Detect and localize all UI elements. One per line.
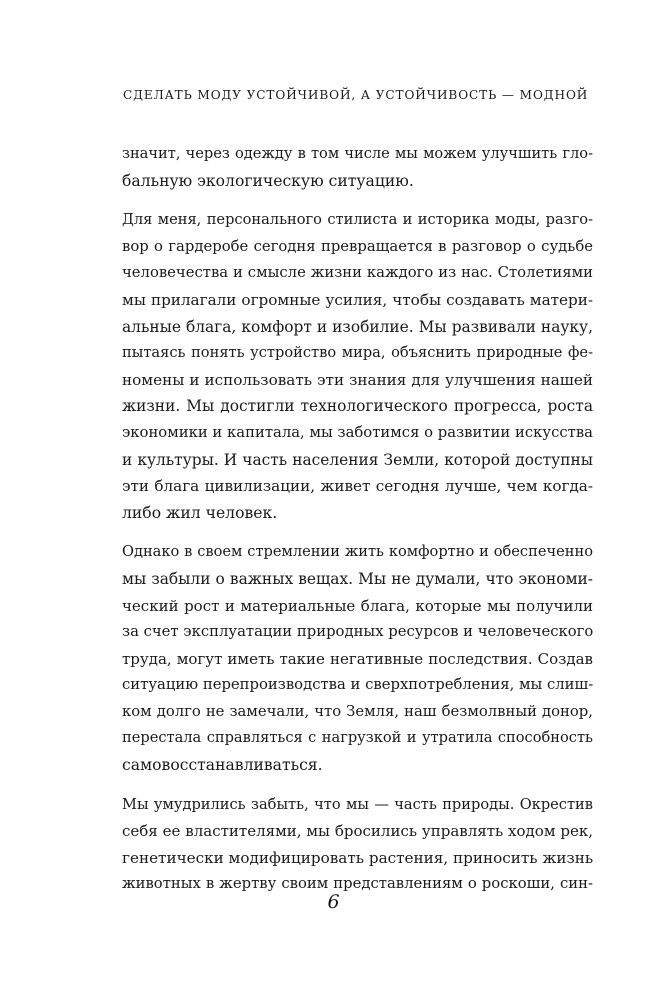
- text-line: животных в жертву своим представлениям о роскоши, син-: [122, 875, 593, 893]
- page-number: 6: [327, 891, 340, 913]
- paragraph-2: [122, 207, 593, 526]
- text-line: либо жил человек.: [122, 503, 278, 522]
- text-line: бальную экологическую ситуацию.: [122, 171, 414, 190]
- text-line: за счет эксплуатации природных ресурсов и человеческого: [122, 623, 594, 641]
- text-line: генетически модифицировать растения, приносить жизнь: [122, 848, 594, 867]
- text-line: Мы умудрились забыть, что мы — часть природы. Окрестив: [122, 795, 593, 813]
- text-line: пытаясь понять устройство мира, объяснить природные фе-: [122, 344, 593, 362]
- text-line: Однако в своем стремлении жить комфортно и обеспеченно: [122, 543, 593, 561]
- text-line: вор о гардеробе сегодня превращается в разговор о судьбе: [122, 237, 593, 255]
- running-head: СДЕЛАТЬ МОДУ УСТОЙЧИВОЙ, А УСТОЙЧИВОСТЬ — МОДНОЙ: [123, 88, 589, 102]
- text-line: альные блага, комфорт и изобилие. Мы развивали науку,: [122, 317, 593, 336]
- text-line: человечества и смысле жизни каждого из нас. Столетиями: [122, 264, 593, 282]
- body-text: [122, 141, 593, 911]
- paragraph-1: [122, 141, 593, 194]
- text-line: мы прилагали огромные усилия, чтобы создавать матери-: [122, 290, 593, 309]
- text-line: ком долго не замечали, что Земля, наш безмолвный донор,: [122, 702, 593, 720]
- text-line: эти блага цивилизации, живет сегодня лучше, чем когда-: [122, 477, 593, 496]
- text-line: ческий рост и материальные блага, которые мы получили: [122, 596, 593, 615]
- paragraph-4: [122, 792, 593, 898]
- text-line: и культуры. И часть населения Земли, которой доступны: [122, 450, 593, 469]
- text-line: Для меня, персонального стилиста и историка моды, разго-: [122, 211, 593, 229]
- text-line: перестала справляться с нагрузкой и утратила способность: [122, 729, 593, 747]
- text-line: значит, через одежду в том числе мы можем улучшить гло-: [122, 145, 593, 162]
- text-line: мы забыли о важных вещах. Мы не думали, что экономи-: [122, 569, 593, 588]
- text-line: номены и использовать эти знания для улучшения нашей: [122, 370, 593, 389]
- text-line: самовосстанавливаться.: [122, 756, 323, 775]
- text-line: ситуацию перепроизводства и сверхпотребления, мы слиш-: [122, 676, 594, 694]
- text-line: труда, могут иметь такие негативные последствия. Создав: [122, 649, 593, 668]
- paragraph-3: [122, 539, 593, 778]
- text-line: жизни. Мы достигли технологического прогресса, роста: [122, 397, 593, 416]
- text-line: экономики и капитала, мы заботимся о развитии искусства: [122, 423, 593, 441]
- text-line: себя ее властителями, мы бросились управлять ходом рек,: [122, 822, 593, 841]
